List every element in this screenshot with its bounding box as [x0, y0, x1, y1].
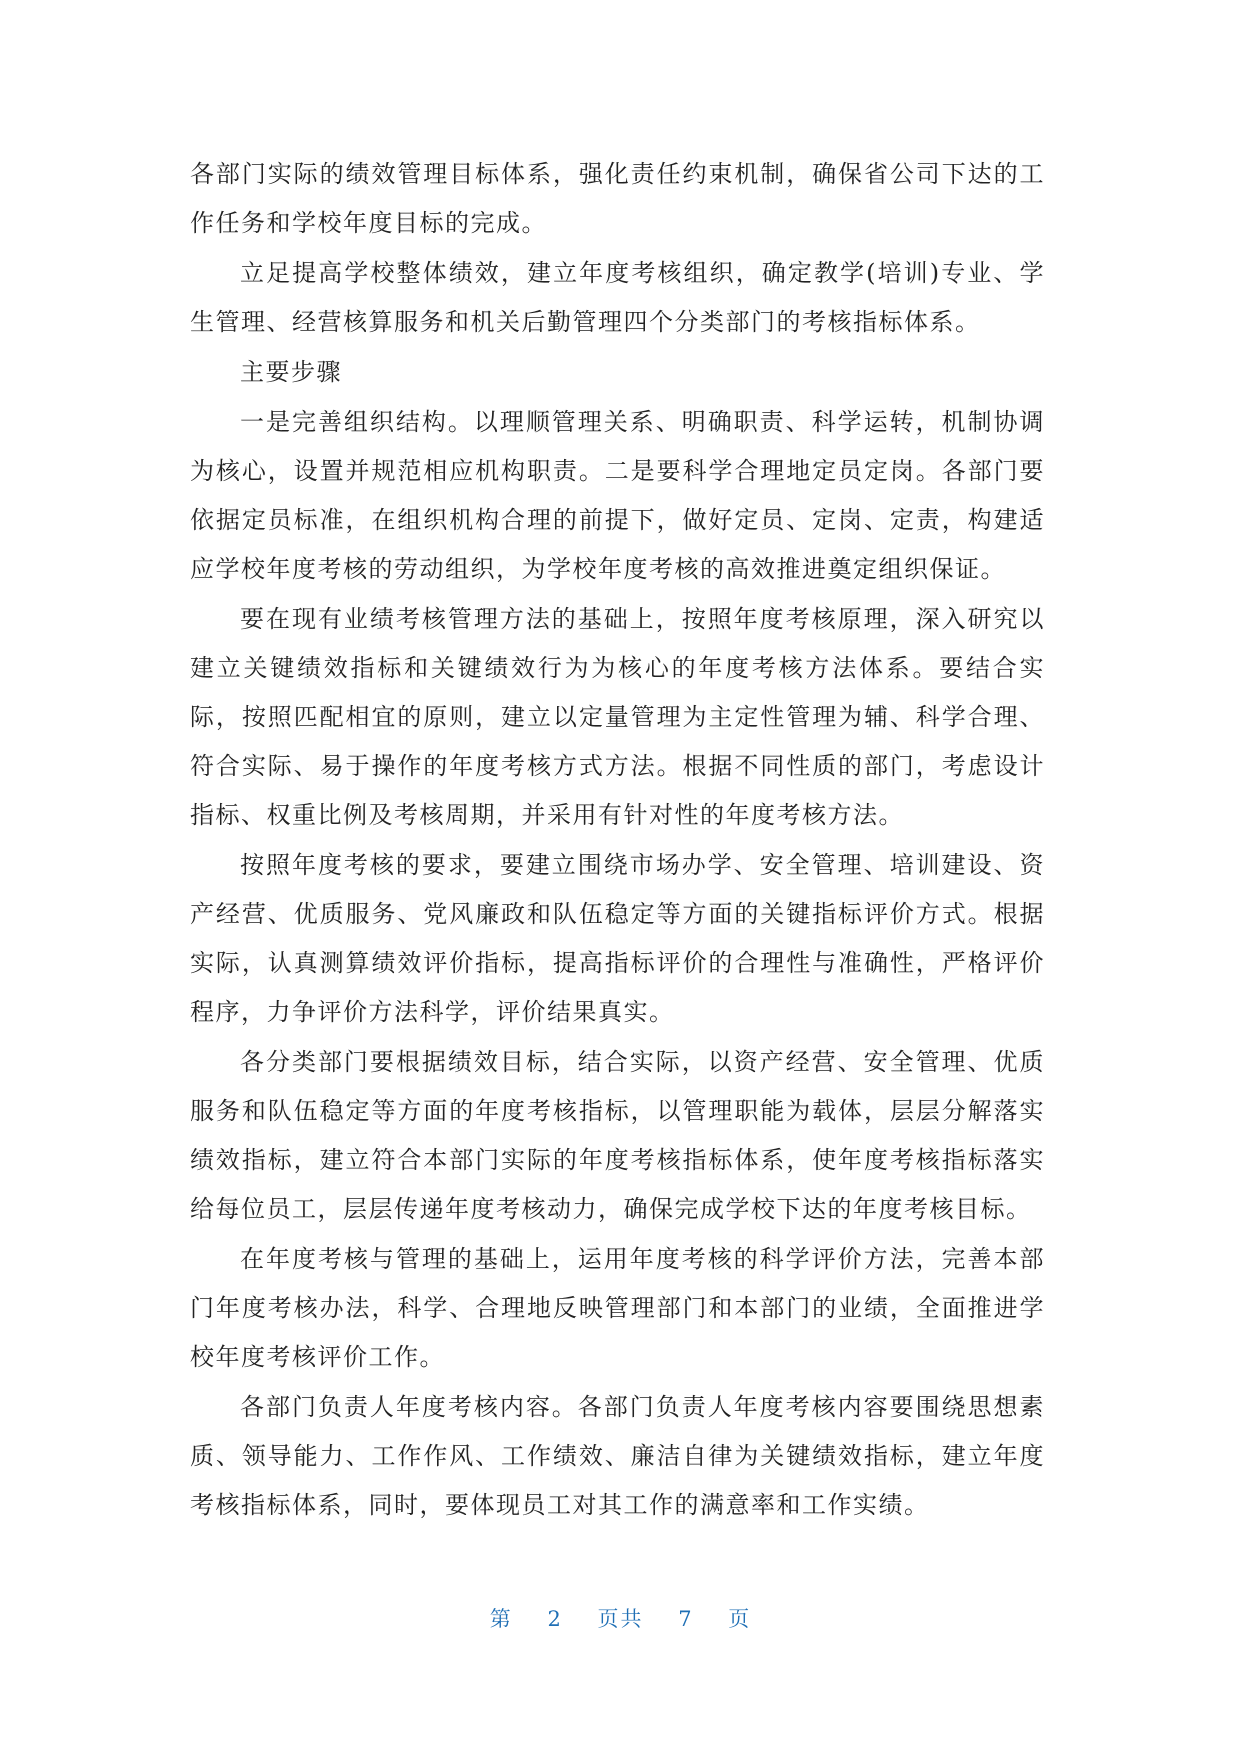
paragraph-8: 各部门负责人年度考核内容。各部门负责人年度考核内容要围绕思想素质、领导能力、工作作风、工作绩效、廉洁自律为关键绩效指标，建立年度考核指标体系，同时，要体现员工对其工作的满意率和工作实绩。	[190, 1393, 1045, 1519]
page-number-footer	[0, 1603, 1241, 1633]
section-heading-main-steps: 主要步骤	[240, 358, 342, 386]
footer-current-page: 2	[547, 1607, 563, 1631]
footer-total-pages: 7	[678, 1607, 694, 1631]
paragraph-5: 按照年度考核的要求，要建立围绕市场办学、安全管理、培训建设、资产经营、优质服务、党风廉政和队伍稳定等方面的关键指标评价方式。根据实际，认真测算绩效评价指标，提高指标评价的合理性与准确性，严格评价程序，力争评价方法科学，评价结果真实。	[190, 851, 1045, 1026]
document-body	[190, 150, 1045, 1531]
paragraph-4: 要在现有业绩考核管理方法的基础上，按照年度考核原理，深入研究以建立关键绩效指标和关键绩效行为为核心的年度考核方法体系。要结合实际，按照匹配相宜的原则，建立以定量管理为主定性管理为辅、科学合理、符合实际、易于操作的年度考核方式方法。根据不同性质的部门，考虑设计指标、权重比例及考核周期，并采用有针对性的年度考核方法。	[190, 605, 1045, 829]
paragraph-7: 在年度考核与管理的基础上，运用年度考核的科学评价方法，完善本部门年度考核办法，科学、合理地反映管理部门和本部门的业绩，全面推进学校年度考核评价工作。	[190, 1245, 1045, 1371]
paragraph-1: 各部门实际的绩效管理目标体系，强化责任约束机制，确保省公司下达的工作任务和学校年度目标的完成。	[190, 160, 1045, 237]
paragraph-2: 立足提高学校整体绩效，建立年度考核组织，确定教学(培训)专业、学生管理、经营核算服务和机关后勤管理四个分类部门的考核指标体系。	[190, 259, 1045, 336]
paragraph-6: 各分类部门要根据绩效目标，结合实际，以资产经营、安全管理、优质服务和队伍稳定等方面的年度考核指标，以管理职能为载体，层层分解落实绩效指标，建立符合本部门实际的年度考核指标体系，使年度考核指标落实给每位员工，层层传递年度考核动力，确保完成学校下达的年度考核目标。	[190, 1048, 1045, 1223]
footer-suffix: 页	[728, 1607, 752, 1631]
footer-prefix: 第	[489, 1607, 513, 1631]
paragraph-3: 一是完善组织结构。以理顺管理关系、明确职责、科学运转，机制协调为核心，设置并规范相应机构职责。二是要科学合理地定员定岗。各部门要依据定员标准，在组织机构合理的前提下，做好定员、定岗、定责，构建适应学校年度考核的劳动组织，为学校年度考核的高效推进奠定组织保证。	[190, 408, 1045, 583]
footer-middle: 页共	[597, 1607, 644, 1631]
